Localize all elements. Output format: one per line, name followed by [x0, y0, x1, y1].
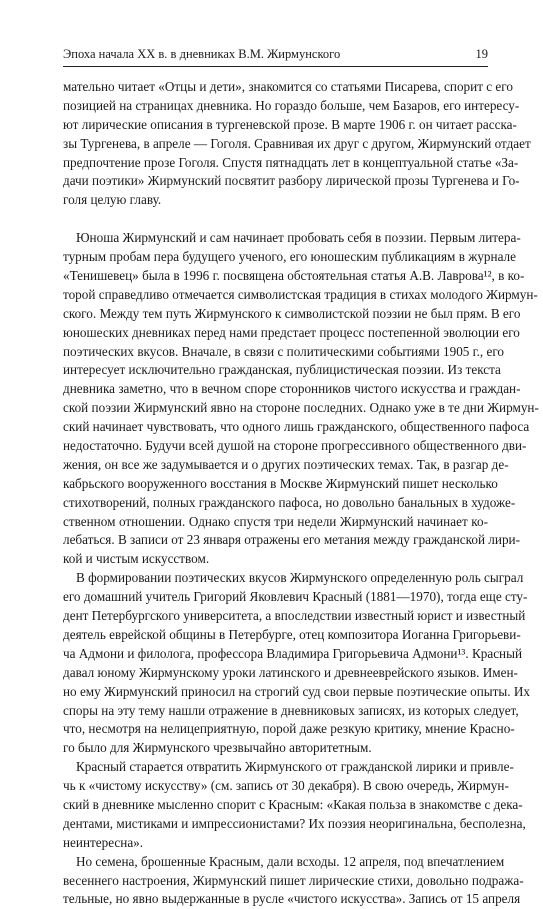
text-line: кой и чистым искусством. [63, 551, 210, 567]
text-line: дачи поэтики» Жирмунский посвятит разбору лирической прозы Тургенева и Го- [63, 173, 520, 189]
paragraph [63, 853, 524, 909]
text-line: «Тенишевец» была в 1996 г. посвящена обстоятельная статья А.В. Лаврова¹², в ко- [63, 268, 525, 284]
text-line: торой справедливо отмечается символистская традиция в стихах молодого Жирмун- [63, 286, 538, 302]
text-line: Красный старается отвратить Жирмунского от гражданской лирики и привле- [76, 759, 514, 775]
text-line: голя целую главу. [63, 192, 162, 208]
text-line: давал юному Жирмунскому уроки латинского и древнееврейского языков. Имен- [63, 664, 518, 680]
text-line: ский начинает чувствовать, что одного лишь гражданского, общественного пафоса [63, 419, 530, 435]
text-line: лебаться. В записи от 23 января отражены его метания между гражданской лири- [63, 532, 520, 548]
paragraph-gap [63, 210, 488, 229]
text-line: мательно читает «Отцы и дети», знакомится со статьями Писарева, спорит с его [63, 79, 513, 94]
text-line: ют лирические описания в тургеневской прозе. В марте 1906 г. он читает расска- [63, 116, 517, 132]
text-line: но ему Жирмунский приносил на строгий суд свои первые поэтические опыты. Их [63, 683, 530, 699]
paragraph [63, 78, 531, 210]
text-line: ственном отношении. Однако спустя три недели Жирмунский начинает ко- [63, 513, 488, 529]
text-line: ский в дневнике мысленно спорит с Красным: «Какая польза в знакомстве с дека- [63, 796, 523, 812]
paragraph [63, 758, 526, 852]
text-line: дент Петербургского университета, а впоследствии известный юрист и известный [63, 608, 526, 624]
text-line: весеннего настроения, Жирмунский пишет лирические стихи, довольно подража- [63, 872, 524, 888]
page-header [63, 46, 488, 62]
text-line: поэтических вкусов. Вначале, в связи с политическими событиями 1905 г., его [63, 343, 505, 359]
text-line: юношеских дневниках перед нами предстает процесс постепенной эволюции его [63, 324, 520, 340]
text-line: позицией на страницах дневника. Но гораздо больше, чем Базаров, его интересу- [63, 97, 520, 113]
text-line: тельные, но явно выдержанные в русле «чистого искусства». Запись от 15 апреля [63, 891, 521, 907]
text-line: чь к «чистому искусству» (см. запись от 30 декабря). В свою очередь, Жирмун- [63, 778, 509, 794]
text-line: кабрьского вооруженного восстания в Москве Жирмунский пишет несколько [63, 475, 498, 491]
text-line: стихотворений, полных гражданского пафоса, но довольно банальных в художе- [63, 494, 516, 510]
text-line: ского. Между тем путь Жирмунского к символистской поэзии не был прям. В его [63, 305, 521, 321]
text-line: дентами, мистиками и импрессионистами? Их поэзия неоригинальна, бесполезна, [63, 815, 526, 831]
text-line: жения, он все же задумывается и о других поэтических темах. Так, в разгар де- [63, 456, 509, 472]
text-line: Юноша Жирмунский и сам начинает пробовать себя в поэзии. Первым литера- [76, 230, 521, 246]
text-line: предпочтение прозе Гоголя. Спустя пятнадцать лет в концептуальной статье «За- [63, 154, 519, 170]
paragraph [63, 569, 530, 758]
page-number: 19 [475, 47, 488, 61]
text-line: турным пробам пера будущего ученого, его юношеским публикациям в журнале [63, 249, 516, 265]
text-line: его домашний учитель Григорий Яковлевич Красный (1881—1970), тогда еще сту- [63, 589, 528, 605]
text-line: недостаточно. Будучи всей душой на стороне прогрессивного общественного дви- [63, 438, 527, 454]
body-text [63, 78, 539, 909]
paragraph [63, 229, 539, 569]
text-line: В формировании поэтических вкусов Жирмунского определенную роль сыграл [76, 570, 524, 586]
text-line: ча Адмони и филолога, профессора Владимира Григорьевича Адмони¹³. Красный [63, 645, 523, 661]
text-line: го было для Жирмунского чрезвычайно авторитетным. [63, 740, 372, 756]
text-line: интересует исключительно гражданская, публицистическая поэзии. Из текста [63, 362, 501, 378]
text-line: ской поэзии Жирмунский явно на стороне последних. Однако уже в те дни Жирмун- [63, 400, 539, 416]
text-line: споры на эту тему нашли отражение в дневниковых записях, из которых следует, [63, 702, 519, 718]
text-line: что, несмотря на нелицеприятную, порой даже резкую критику, мнение Красно- [63, 721, 515, 737]
text-line: дневника заметно, что в вечном споре сторонников чистого искусства и граждан- [63, 381, 521, 397]
running-title: Эпоха начала XX в. в дневниках В.М. Жирмунского [63, 47, 341, 61]
text-line: зы Тургенева, в апреле — Гоголя. Сравнивая их друг с другом, Жирмунский отдает [63, 135, 531, 151]
text-line: неинтересна». [63, 834, 144, 850]
text-line: деятель еврейской общины в Петербурге, отец композитора Иоганна Григорьеви- [63, 626, 521, 642]
text-line: Но семена, брошенные Красным, дали всходы. 12 апреля, под впечатлением [76, 853, 505, 869]
header-rule [63, 66, 488, 67]
